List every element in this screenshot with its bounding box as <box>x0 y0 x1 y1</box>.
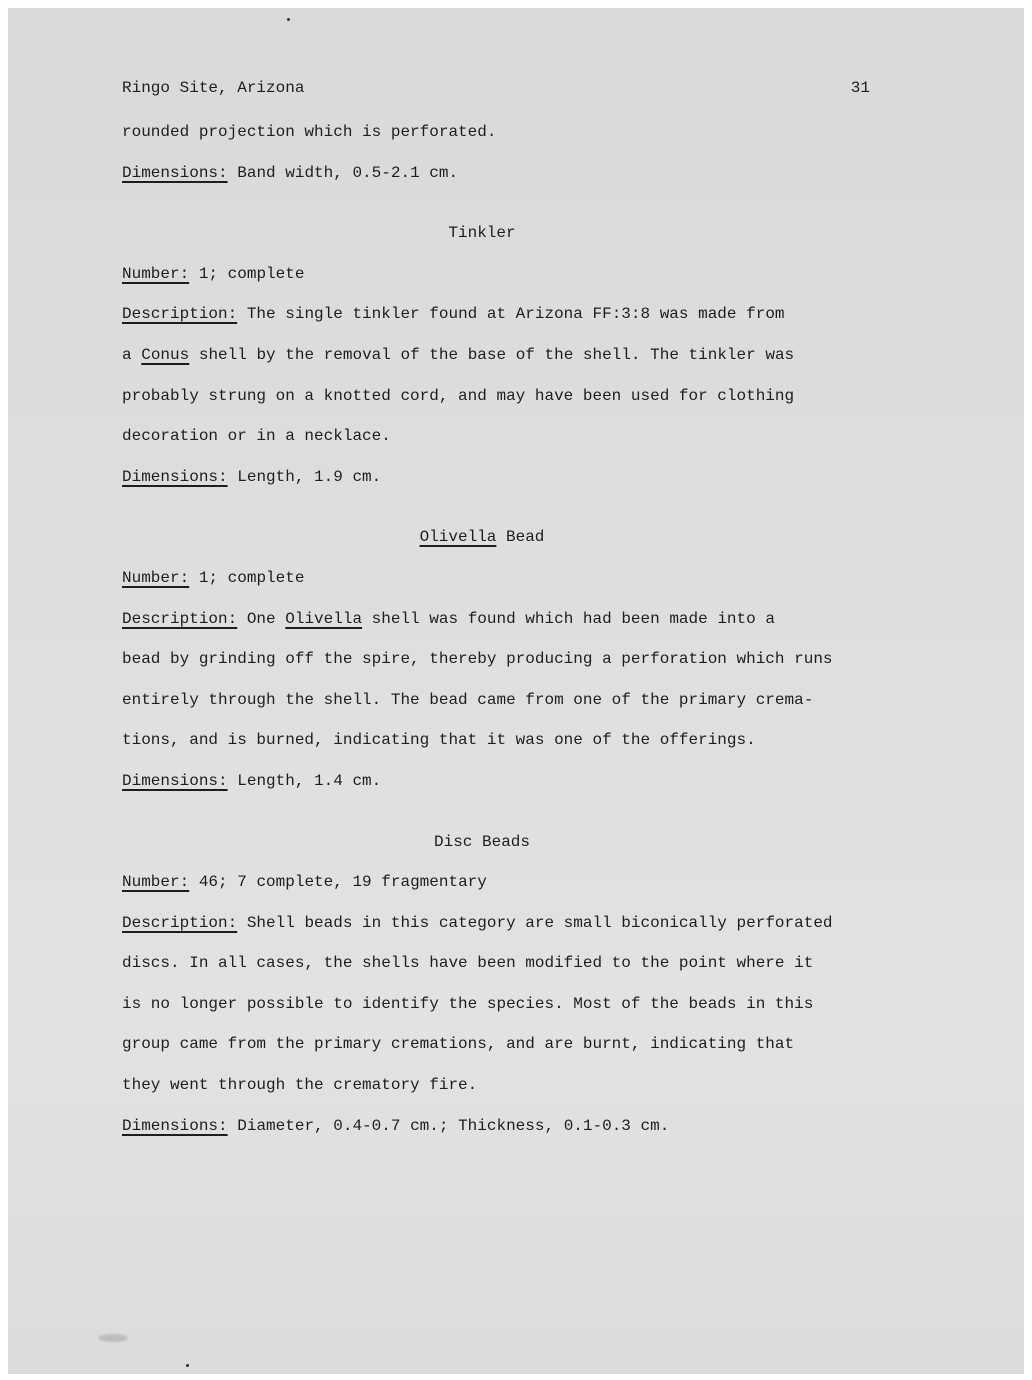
document-page <box>8 8 1024 1374</box>
disc-description-line: group came from the primary cremations, and are burnt, indicating that <box>122 1035 795 1054</box>
running-title: Ringo Site, Arizona <box>122 79 305 97</box>
intro-line: rounded projection which is perforated. <box>122 123 497 141</box>
tinkler-description-line <box>122 294 902 335</box>
number-label: Number: <box>122 568 190 587</box>
tinkler-number <box>122 254 902 295</box>
description-text: shell was found which had been made into a <box>371 609 775 628</box>
scan-smudge <box>98 1334 128 1342</box>
disc-description-line: they went through the crematory fire. <box>122 1076 478 1095</box>
dimensions-value: Band width, 0.5-2.1 cm. <box>237 163 459 182</box>
description-text: One <box>246 609 276 628</box>
disc-dimensions <box>122 1106 902 1147</box>
olivella-number <box>122 558 902 599</box>
olivella-description-line <box>122 599 902 640</box>
intro-dimensions <box>122 153 902 194</box>
dimensions-label: Dimensions: <box>122 771 228 790</box>
section-heading-tinkler: Tinkler <box>448 224 516 243</box>
description-text: a <box>122 345 132 364</box>
olivella-description-line: tions, and is burned, indicating that it was one of the offerings. <box>122 731 756 750</box>
genus-name: Olivella <box>419 528 497 547</box>
olivella-dimensions <box>122 761 902 802</box>
disc-description-line <box>122 903 902 944</box>
description-text: The single tinkler found at Arizona FF:3:8 was made from <box>246 305 785 324</box>
number-value: 1; complete <box>198 568 305 587</box>
tinkler-description-line: decoration or in a necklace. <box>122 427 391 446</box>
number-label: Number: <box>122 873 190 892</box>
genus-name: Olivella <box>285 609 363 628</box>
dimensions-value: Diameter, 0.4-0.7 cm.; Thickness, 0.1-0.3 cm. <box>237 1116 670 1135</box>
number-value: 46; 7 complete, 19 fragmentary <box>198 873 487 892</box>
dimensions-label: Dimensions: <box>122 467 228 486</box>
description-label: Description: <box>122 913 238 932</box>
section-heading-olivella-bead <box>122 517 842 558</box>
description-label: Description: <box>122 305 238 324</box>
section-heading-disc-beads: Disc Beads <box>433 832 530 851</box>
dimensions-label: Dimensions: <box>122 1116 228 1135</box>
tinkler-dimensions <box>122 457 902 498</box>
olivella-description-line: entirely through the shell. The bead came from one of the primary crema- <box>122 690 814 709</box>
tinkler-description-line: probably strung on a knotted cord, and may have been used for clothing <box>122 386 795 405</box>
scan-speck <box>186 1364 189 1367</box>
dimensions-label: Dimensions: <box>122 163 228 182</box>
tinkler-description-line <box>122 335 902 376</box>
description-label: Description: <box>122 609 238 628</box>
number-value: 1; complete <box>198 264 305 283</box>
dimensions-value: Length, 1.4 cm. <box>237 771 382 790</box>
page-content <box>122 72 902 1146</box>
dimensions-value: Length, 1.9 cm. <box>237 467 382 486</box>
olivella-description-line: bead by grinding off the spire, thereby producing a perforation which runs <box>122 650 833 669</box>
scan-speck <box>287 18 290 21</box>
heading-text: Bead <box>506 528 545 547</box>
page-header <box>122 72 870 104</box>
genus-name: Conus <box>141 345 190 364</box>
description-text: Shell beads in this category are small biconically perforated <box>246 913 833 932</box>
number-label: Number: <box>122 264 190 283</box>
page-number: 31 <box>850 79 870 97</box>
disc-number <box>122 862 902 903</box>
disc-description-line: discs. In all cases, the shells have been modified to the point where it <box>122 954 814 973</box>
disc-description-line: is no longer possible to identify the species. Most of the beads in this <box>122 994 814 1013</box>
description-text: shell by the removal of the base of the shell. The tinkler was <box>198 345 795 364</box>
